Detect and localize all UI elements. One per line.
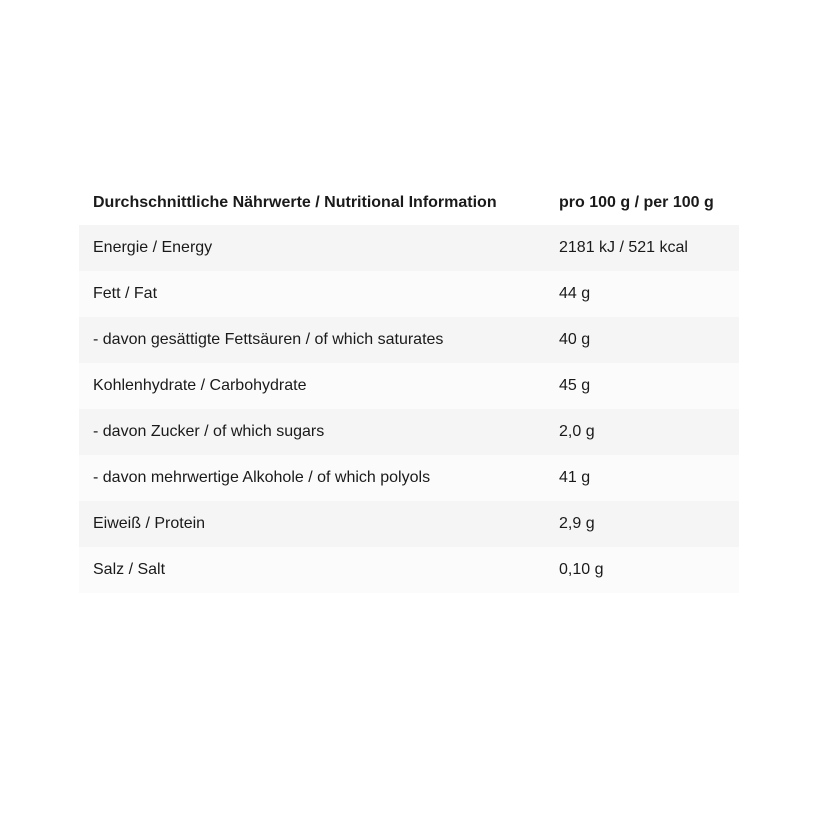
nutrient-name: - davon gesättigte Fettsäuren / of which saturates: [79, 317, 545, 363]
nutrient-value: 2181 kJ / 521 kcal: [545, 225, 739, 271]
nutrient-value: 2,0 g: [545, 409, 739, 455]
table-row: [79, 271, 739, 317]
nutrient-name: Kohlenhydrate / Carbohydrate: [79, 363, 545, 409]
nutrient-name: Energie / Energy: [79, 225, 545, 271]
header-nutrient-label: Durchschnittliche Nährwerte / Nutritional Information: [79, 184, 545, 225]
nutrient-value: 0,10 g: [545, 547, 739, 593]
nutrient-name: Eiweiß / Protein: [79, 501, 545, 547]
nutrition-table: [79, 184, 739, 593]
table-row: [79, 363, 739, 409]
table-row: [79, 225, 739, 271]
nutrient-value: 40 g: [545, 317, 739, 363]
nutrient-value: 45 g: [545, 363, 739, 409]
nutrient-name: Salz / Salt: [79, 547, 545, 593]
nutrient-value: 44 g: [545, 271, 739, 317]
table-row: [79, 455, 739, 501]
table-row: [79, 317, 739, 363]
table-row: [79, 547, 739, 593]
table-row: [79, 409, 739, 455]
nutrient-value: 2,9 g: [545, 501, 739, 547]
nutrient-name: Fett / Fat: [79, 271, 545, 317]
header-per-100g-label: pro 100 g / per 100 g: [545, 184, 739, 225]
table-header-row: [79, 184, 739, 225]
nutrient-name: - davon mehrwertige Alkohole / of which polyols: [79, 455, 545, 501]
table-row: [79, 501, 739, 547]
nutrient-name: - davon Zucker / of which sugars: [79, 409, 545, 455]
nutrient-value: 41 g: [545, 455, 739, 501]
